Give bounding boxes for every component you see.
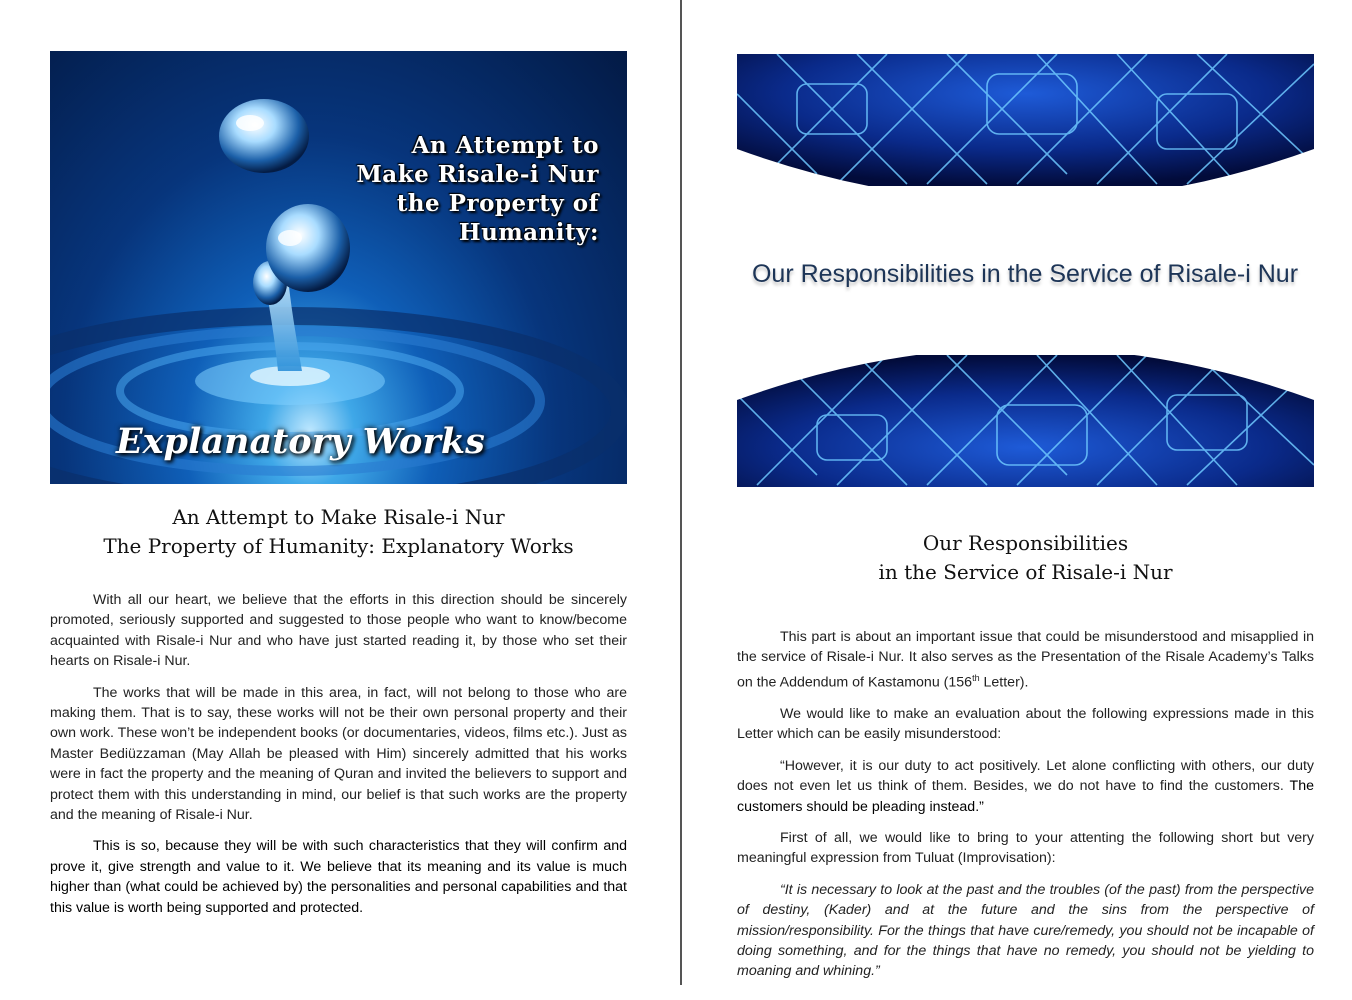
left-heading <box>50 503 627 561</box>
left-body <box>50 590 627 929</box>
cover-title-line: Humanity: <box>458 219 599 246</box>
circuit-pattern <box>737 54 1314 186</box>
right-paragraph: We would like to make an evaluation about the following expressions made in this Letter which can be easily misunderstood: <box>737 705 1314 743</box>
right-heading-line: Our Responsibilities <box>922 531 1129 555</box>
right-heading-line: in the Service of Risale-i Nur <box>878 560 1173 584</box>
cover-image <box>50 51 627 484</box>
quote-text: “However, it is our duty to act positively. Let alone conflicting with others, our duty does not even let us think of them. Besides, we do not have to find the customers. <box>737 757 1314 795</box>
quote-emphasis: The customers should be pleading instead.” <box>737 778 1314 815</box>
right-paragraph <box>737 627 1314 693</box>
right-body <box>737 627 1314 993</box>
circuit-pattern <box>737 355 1314 487</box>
cover-subtitle: Explanatory Works <box>116 421 485 462</box>
right-paragraph: First of all, we would like to bring to your attenting the following short but very meaningful expression from Tuluat (Improvisation): <box>737 829 1314 867</box>
left-paragraph: This is so, because they will be with such characteristics that they will confirm and prove it, give strength and value to it. We believe that its meaning and its value is much higher than (what could be achieved by) the personalities and personal capabilities and that this value is worth being supported and protected. <box>50 838 627 916</box>
cover-title-line: the Property of <box>396 190 599 217</box>
top-circuit-banner <box>737 54 1314 186</box>
left-paragraph: The works that will be made in this area, in fact, will not belong to those who are making them. That is to say, these works will not be their own personal property and their own work. These won’t be independent books (or documentaries, videos, films etc.). Just as Master Bediüzzaman (May Allah be pleased with Him) sincerely admitted that his works were in fact the property and the meaning of Quran and invited the believers to support and protect them with this understanding in mind, our belief is that such works are the property and the meaning of Risale-i Nur. <box>50 684 627 824</box>
page-divider <box>680 0 682 985</box>
left-heading-line: The Property of Humanity: Explanatory Works <box>103 534 574 558</box>
italic-quote: “It is necessary to look at the past and the troubles (of the past) from the perspective of destiny, (Kader) and at the future and the sins from the perspective of mission/responsibility. For the things that have cure/remedy, you should not be incapable of doing something, and for the things that have no remedy, you should not be yielding to moaning and whining.” <box>737 881 1314 980</box>
banner-title: Our Responsibilities in the Service of Risale-i Nur <box>751 260 1299 288</box>
water-drop-illustration <box>50 51 627 484</box>
right-paragraph <box>737 756 1314 817</box>
right-heading <box>737 529 1314 587</box>
left-heading-line: An Attempt to Make Risale-i Nur <box>172 505 505 529</box>
cover-title <box>299 131 599 247</box>
ordinal-suffix: th <box>972 672 980 683</box>
cover-title-line: Make Risale-i Nur <box>356 161 599 188</box>
right-paragraph-text: This part is about an important issue that could be misunderstood and misapplied in the service of Risale-i Nur. It also serves as the Presentation of the Risale Academy’s Talks on the Addendum of Kastamonu (156 <box>737 629 1314 691</box>
bottom-circuit-banner <box>737 355 1314 487</box>
left-paragraph: With all our heart, we believe that the efforts in this direction should be sincerely promoted, seriously supported and suggested to those people who want to know/become acquainted with Risale-i Nur and who have just started reading it, by those who set their hearts on Risale-i Nur. <box>50 592 627 670</box>
right-paragraph-text: Letter). <box>979 674 1029 691</box>
cover-title-line: An Attempt to <box>411 132 599 159</box>
